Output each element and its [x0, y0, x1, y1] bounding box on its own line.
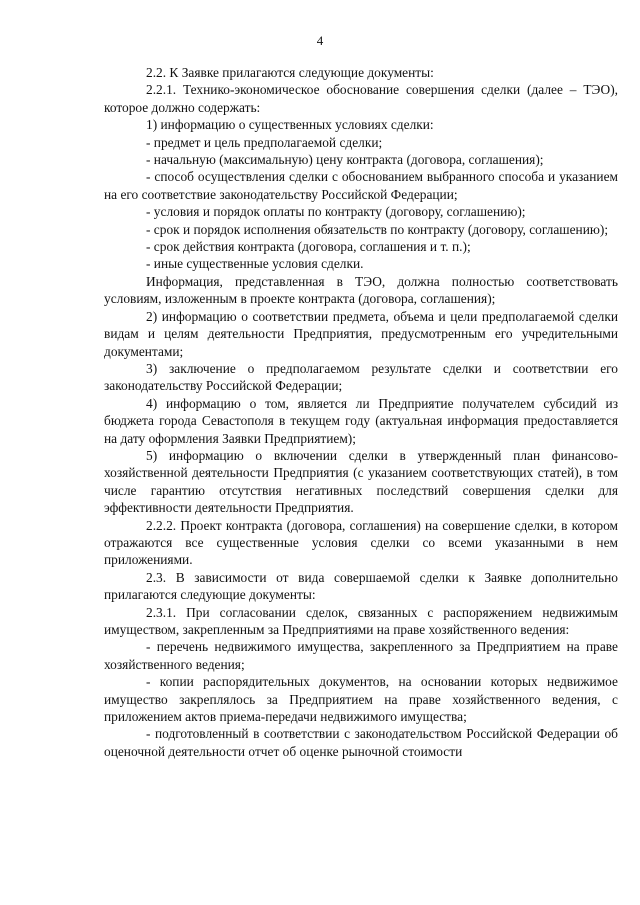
paragraph-bullet-property-list: - перечень недвижимого имущества, закрепленного за Предприятием на праве хозяйственного ведения;: [104, 639, 618, 672]
paragraph-bullet-subject: - предмет и цель предполагаемой сделки;: [146, 134, 383, 150]
document-body: [104, 64, 618, 760]
paragraph-bullet-payment: - условия и порядок оплаты по контракту (договору, соглашению);: [146, 204, 526, 220]
page-number: 4: [316, 33, 324, 48]
paragraph-2-2: 2.2. К Заявке прилагаются следующие документы:: [146, 65, 434, 80]
paragraph-item-3: 3) заключение о предполагаемом результате сделки и соответствии его законодательству Российской Федерации;: [104, 360, 618, 394]
paragraph-2-3: 2.3. В зависимости от вида совершаемой сделки к Заявке дополнительно прилагаются следующие документы:: [104, 569, 618, 603]
paragraph-item-1: 1) информацию о существенных условиях сделки:: [146, 117, 434, 133]
paragraph-item-5: 5) информацию о включении сделки в утвержденный план финансово-хозяйственной деятельности Предприятия (с указанием соответствующих статей), в том числе гарантию отсутствия негативных последствий совершения сделки для эффективности деятельности Предприятия.: [104, 447, 618, 516]
paragraph-item-2: 2) информацию о соответствии предмета, объема и цели предполагаемой сделки видам и целям деятельности Предприятия, предусмотренным его учредительными документами;: [104, 308, 618, 359]
paragraph-2-2-1: 2.2.1. Технико-экономическое обоснование совершения сделки (далее – ТЭО), которое должно содержать:: [104, 82, 618, 115]
paragraph-bullet-other: - иные существенные условия сделки.: [146, 256, 364, 272]
paragraph-bullet-copies: - копии распорядительных документов, на основании которых недвижимое имущество закреплялось за Предприятием на праве хозяйственного ведения, с приложением актов приема-передачи недвижимого имущества;: [104, 674, 618, 725]
paragraph-bullet-valuation: - подготовленный в соответствии с законодательством Российской Федерации об оценочной деятельности отчет об оценке рыночной стоимости: [104, 726, 618, 759]
paragraph-bullet-price: - начальную (максимальную) цену контракта (договора, соглашения);: [146, 152, 544, 168]
paragraph-2-3-1: 2.3.1. При согласовании сделок, связанных с распоряжением недвижимым имуществом, закрепленным за Предприятиями на праве хозяйственного ведения:: [104, 604, 618, 637]
paragraph-2-2-2: 2.2.2. Проект контракта (договора, соглашения) на совершение сделки, в котором отражаются все существенные условия сделки со всеми указанными в нем приложениями.: [104, 517, 618, 568]
paragraph-teo-info: Информация, представленная в ТЭО, должна полностью соответствовать условиям, изложенным в проекте контракта (договора, соглашения);: [104, 273, 618, 307]
paragraph-bullet-execution: - срок и порядок исполнения обязательств по контракту (договору, соглашению);: [146, 221, 609, 237]
paragraph-bullet-term: - срок действия контракта (договора, соглашения и т. п.);: [146, 239, 471, 255]
paragraph-item-4: 4) информацию о том, является ли Предприятие получателем субсидий из бюджета города Севастополя в текущем году (актуальная информация предоставляется на дату оформления Заявки Предприятием);: [104, 395, 618, 446]
paragraph-bullet-method: - способ осуществления сделки с обоснованием выбранного способа и указанием на его соответствие законодательству Российской Федерации;: [104, 169, 618, 202]
